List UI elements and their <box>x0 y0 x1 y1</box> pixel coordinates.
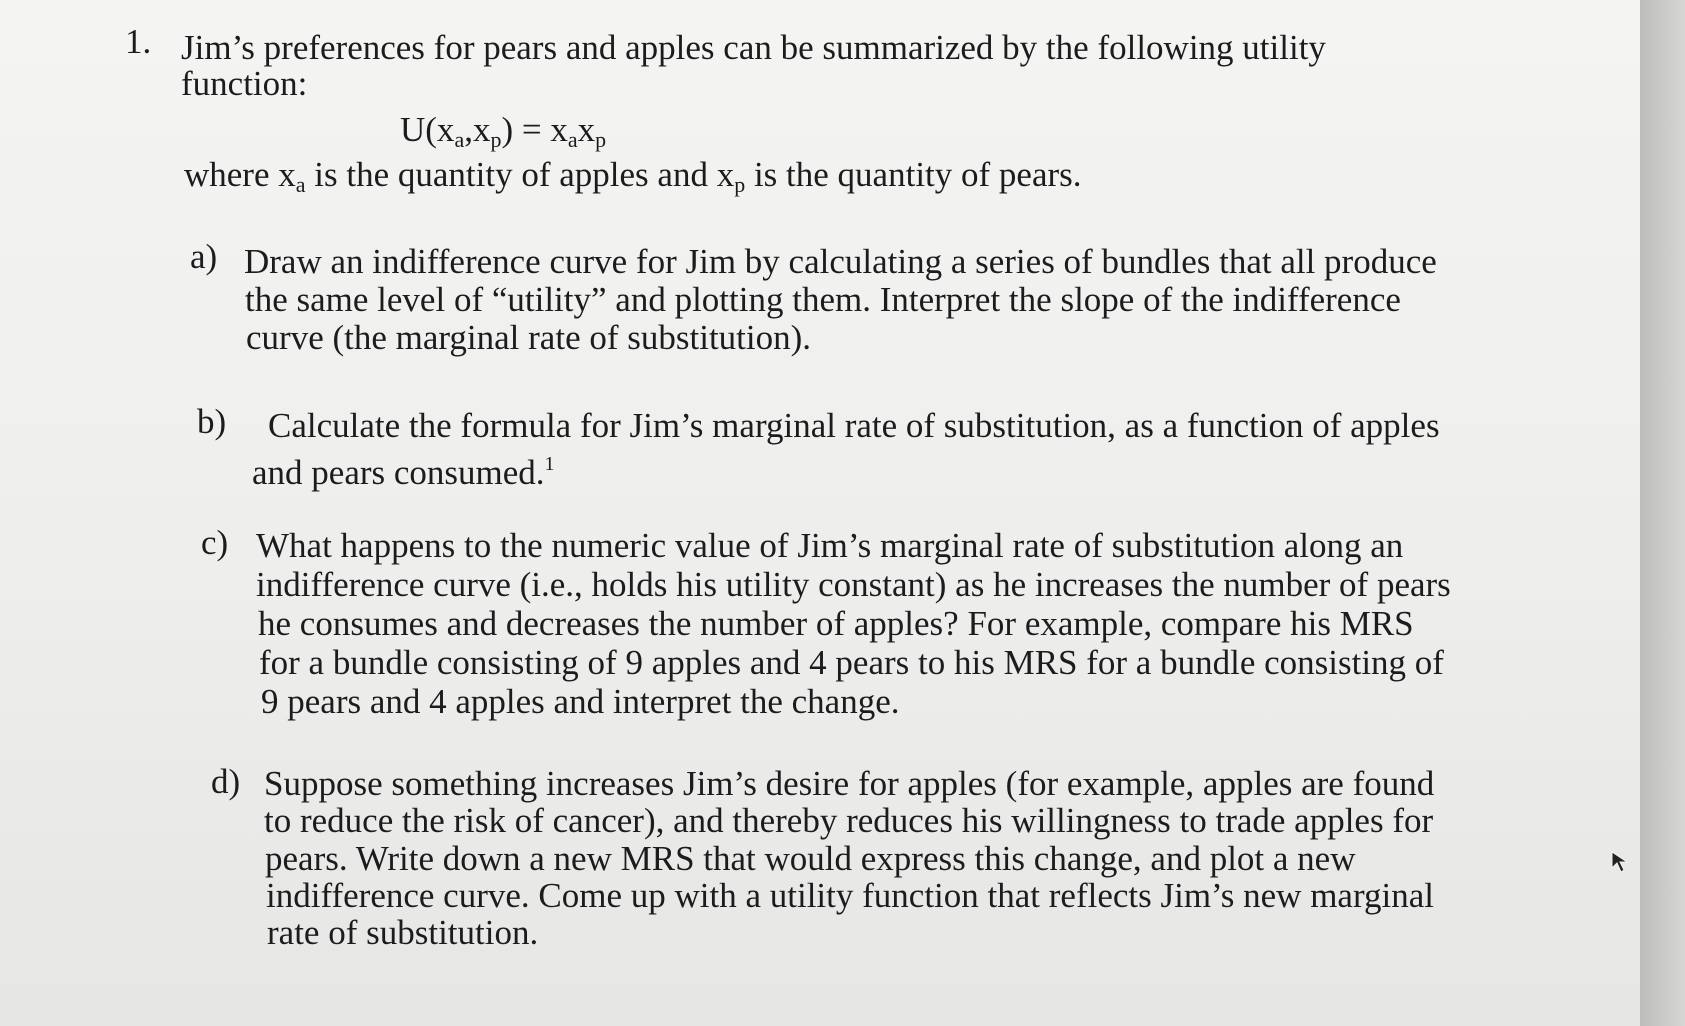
cursor-arrow-icon <box>1608 848 1636 876</box>
part-a-line-3: curve (the marginal rate of substitution). <box>246 318 812 357</box>
formula-lhs: U(x <box>400 110 455 149</box>
part-d-line-1: Suppose something increases Jim’s desire for apples (for example, apples are found <box>264 764 1435 803</box>
part-b-line-2-text: and pears consumed. <box>252 453 545 492</box>
where-sub-a: a <box>295 172 306 197</box>
formula-sub-p: p <box>490 127 502 152</box>
formula-sub-a: a <box>454 127 465 152</box>
part-c-line-1: What happens to the numeric value of Jim’s marginal rate of substitution along an <box>256 526 1404 565</box>
where-part-2: is the quantity of apples and x <box>305 155 735 194</box>
formula-x2: x <box>577 110 596 149</box>
part-d-line-5: rate of substitution. <box>267 913 539 952</box>
where-part-1: where x <box>184 155 296 194</box>
where-line <box>184 155 1082 205</box>
question-intro-line-2: function: <box>181 64 308 103</box>
formula-comma: ,x <box>464 110 491 149</box>
utility-formula <box>400 110 606 160</box>
part-d-line-4: indifference curve. Come up with a utility function that reflects Jim’s new marginal <box>266 876 1434 915</box>
page-edge <box>1640 0 1685 1026</box>
part-a-label: a) <box>190 237 218 276</box>
part-a-line-2: the same level of “utility” and plotting them. Interpret the slope of the indifference <box>245 280 1401 319</box>
part-c-label: c) <box>201 523 229 562</box>
formula-sub-a2: a <box>567 127 578 152</box>
part-c-line-4: for a bundle consisting of 9 apples and 4 pears to his MRS for a bundle consisting of <box>259 643 1444 682</box>
formula-close: ) = x <box>501 110 568 149</box>
part-c-line-3: he consumes and decreases the number of apples? For example, compare his MRS <box>258 604 1414 643</box>
part-d-line-2: to reduce the risk of cancer), and thereby reduces his willingness to trade apples for <box>264 801 1434 840</box>
part-d-line-3: pears. Write down a new MRS that would express this change, and plot a new <box>265 839 1356 878</box>
question-number: 1. <box>125 22 152 61</box>
formula-sub-p2: p <box>595 127 607 152</box>
part-c-line-2: indifference curve (i.e., holds his utility constant) as he increases the number of pears <box>256 565 1451 604</box>
part-b-label: b) <box>197 402 227 441</box>
part-d-label: d) <box>211 762 241 801</box>
part-b-line-2 <box>252 444 555 493</box>
question-intro-line-1: Jim’s preferences for pears and apples can be summarized by the following utility <box>181 28 1326 67</box>
where-sub-p: p <box>734 172 746 197</box>
part-b-line-1: Calculate the formula for Jim’s marginal rate of substitution, as a function of apples <box>268 406 1440 445</box>
part-c-line-5: 9 pears and 4 apples and interpret the change. <box>261 682 900 721</box>
footnote-mark: 1 <box>544 453 555 475</box>
where-part-3: is the quantity of pears. <box>745 155 1082 194</box>
part-a-line-1: Draw an indifference curve for Jim by calculating a series of bundles that all produce <box>244 242 1437 281</box>
